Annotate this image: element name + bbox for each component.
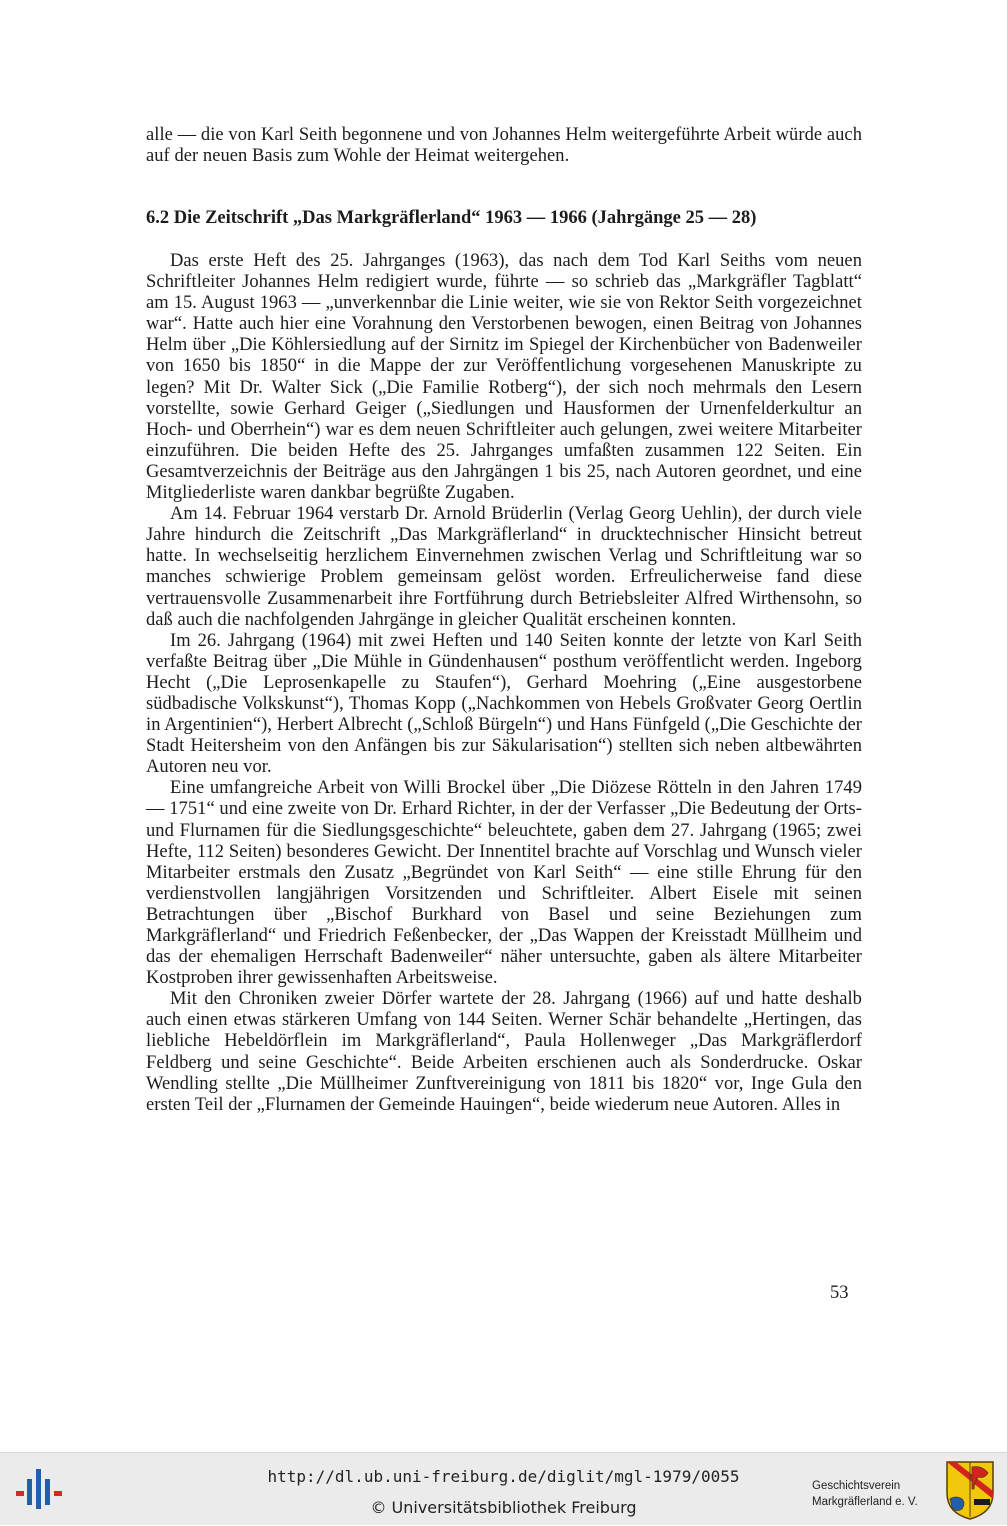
intro-paragraph: alle — die von Karl Seith begonnene und von Johannes Helm weitergeführte Arbeit würde auch auf der neuen Basis zum Wohle der Heimat weitergehen. — [146, 125, 862, 167]
body-paragraph: Mit den Chroniken zweier Dörfer wartete der 28. Jahrgang (1966) auf und hatte deshalb auch einen etwas stärkeren Umfang von 144 Seiten. Werner Schär behandelte „Hertingen, das liebliche Hebeldörflein im Markgräflerland“, Paula Hollenweger „Das Markgräflerdorf Feldberg und seine Geschichte“. Beide Arbeiten erschienen auch als Sonderdrucke. Oskar Wendling stellte „Die Müllheimer Zunftvereinigung von 1811 bis 1820“ vor, Inge Gula den ersten Teil der „Flurnamen der Gemeinde Hauingen“, beide wiederum neue Autoren. Alles in — [146, 989, 862, 1115]
intro-paragraph-block — [146, 125, 862, 167]
body-paragraph: Am 14. Februar 1964 verstarb Dr. Arnold Brüderlin (Verlag Georg Uehlin), der durch viele Jahre hindurch die Zeitschrift „Das Markgräflerland“ in drucktechnischer Hinsicht betreut hatte. In wechselseitig herzlichem Einvernehmen zwischen Verlag und Schriftleitung war so manches schwierige Problem gemeinsam gelöst worden. Erfreulicherweise fand diese vertrauensvolle Zusammenarbeit ihre Fortführung durch Betriebsleiter Alfred Wirthensohn, so daß auch die nachfolgenden Jahrgänge in gleicher Qualität erscheinen konnten. — [146, 504, 862, 630]
coat-of-arms-icon — [944, 1459, 996, 1521]
copyright-notice: © Universitätsbibliothek Freiburg — [370, 1498, 637, 1517]
section-heading: 6.2 Die Zeitschrift „Das Markgräflerland“ 1963 — 1966 (Jahrgänge 25 — 28) — [146, 208, 757, 228]
body-paragraph: Eine umfangreiche Arbeit von Willi Brockel über „Die Diözese Rötteln in den Jahren 1749 — 1751“ und eine zweite von Dr. Erhard Richter, in der der Verfasser „Die Bedeutung der Orts- und Flurnamen für die Siedlungsgeschichte“ beleuchtete, gaben dem 27. Jahrgang (1965; zwei Hefte, 112 Seiten) besonderes Gewicht. Der Innentitel brachte auf Vorschlag und Wunsch vieler Mitarbeiter erstmals den Zusatz „Begründet von Karl Seith“ — eine stille Ehrung für den verdienstvollen langjährigen Vorsitzenden und Schriftleiter. Albert Eisele mit seinen Betrachtungen über „Bischof Burkhard von Basel und seine Beziehungen zum Markgräflerland“ und Friedrich Feßenbecker, der „Das Wappen der Kreisstadt Müllheim und das der ehemaligen Herrschaft Badenweiler“ näher untersuchte, gaben als ältere Mitarbeiter Kostproben ihrer gewissenhaften Arbeitsweise. — [146, 778, 862, 989]
body-paragraph: Im 26. Jahrgang (1964) mit zwei Heften und 140 Seiten konnte der letzte von Karl Seith verfaßte Beitrag über „Die Mühle in Gündenhausen“ posthum veröffentlicht werden. Ingeborg Hecht („Die Leprosenkapelle zu Staufen“), Gerhard Moehring („Eine ausgestorbene südbadische Volkskunst“), Thomas Kopp („Nachkommen von Hebels Großvater Georg Oertlin in Argentinien“), Herbert Albrecht („Schloß Bürgeln“) und Hans Fünfgeld („Die Geschichte der Stadt Heitersheim von den Anfängen bis zur Säkularisation“) stellten sich neben altbewährten Autoren neu vor. — [146, 630, 862, 778]
society-name-line2: Markgräflerland e. V. — [812, 1496, 918, 1508]
viewer-footer — [0, 1452, 1007, 1525]
page-number: 53 — [830, 1283, 849, 1303]
body-paragraph: Das erste Heft des 25. Jahrganges (1963), das nach dem Tod Karl Seiths vom neuen Schriftleiter Johannes Helm redigiert wurde, führte — so schrieb das „Markgräfler Tagblatt“ am 15. August 1963 — „unverkennbar die Linie weiter, wie sie von Rektor Seith vorgezeichnet war“. Hatte auch hier eine Vorahnung den Verstorbenen bewogen, einen Beitrag von Johannes Helm über „Die Köhlersiedlung auf der Sirnitz im Spiegel der Kirchenbücher von Badenweiler von 1650 bis 1850“ in die Mappe der zur Veröffentlichung vorgesehenen Manuskripte zu legen? Mit Dr. Walter Sick („Die Familie Rotberg“), der sich noch mehrmals den Lesern vorstellte, sowie Gerhard Geiger („Siedlungen und Hausformen der Urnenfelderkultur an Hoch- und Oberrhein“) war es dem neuen Schriftleiter auch gelungen, zwei weitere Mitarbeiter einzuführen. Die beiden Hefte des 25. Jahrganges umfaßten zusammen 122 Seiten. Ein Gesamtverzeichnis der Beiträge aus den Jahrgängen 1 bis 25, nach Autoren geordnet, und eine Mitgliederliste waren dankbar begrüßte Zugaben. — [146, 251, 862, 504]
society-name — [812, 1478, 942, 1510]
body-text — [146, 251, 862, 1116]
society-name-line1: Geschichtsverein — [812, 1480, 901, 1492]
permalink-url[interactable]: http://dl.ub.uni-freiburg.de/diglit/mgl-1979/0055 — [267, 1467, 740, 1486]
